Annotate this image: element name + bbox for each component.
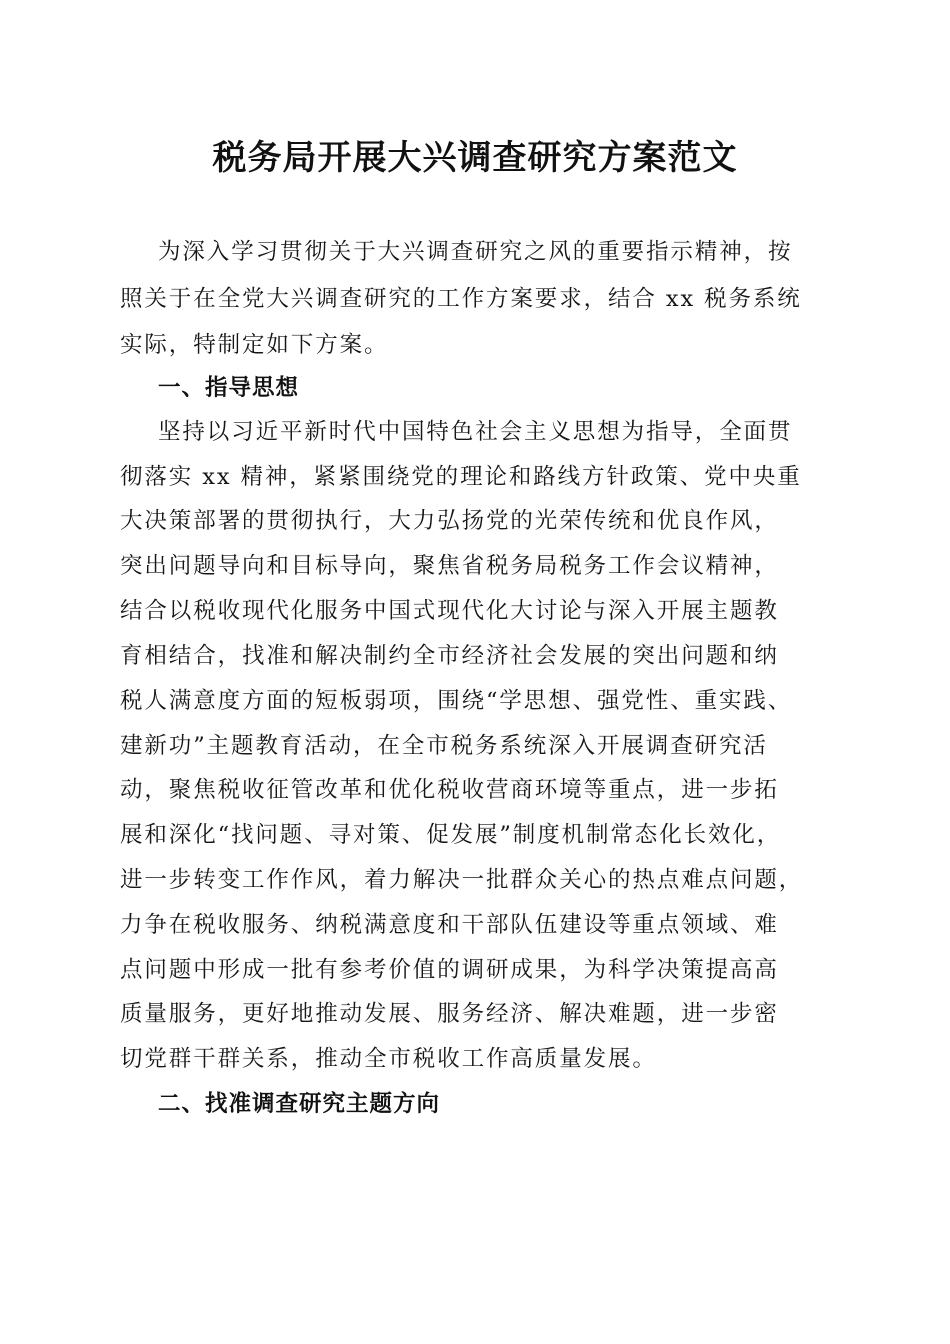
document-title: 税务局开展大兴调查研究方案范文 bbox=[212, 138, 738, 178]
section-1-line: 育相结合，找准和解决制约全市经济社会发展的突出问题和纳 bbox=[120, 643, 779, 669]
section-1-line: 结合以税收现代化服务中国式现代化大讨论与深入开展主题教 bbox=[120, 598, 779, 624]
intro-line-1: 为深入学习贯彻关于大兴调查研究之风的重要指示精神，按 bbox=[158, 239, 793, 265]
intro-line-3: 实际，特制定如下方案。 bbox=[120, 332, 389, 358]
section-1-heading: 一、指导思想 bbox=[158, 375, 300, 401]
section-1-line: 质量服务，更好地推动发展、服务经济、解决难题，进一步密 bbox=[120, 1001, 779, 1027]
section-1-line: 点问题中形成一批有参考价值的调研成果，为科学决策提高高 bbox=[120, 957, 779, 983]
section-1-line: 动，聚焦税收征管改革和优化税收营商环境等重点，进一步拓 bbox=[120, 777, 779, 803]
intro-line-2: 照关于在全党大兴调查研究的工作方案要求，结合 xx 税务系统 bbox=[120, 286, 802, 312]
section-1-line: 坚持以习近平新时代中国特色社会主义思想为指导，全面贯 bbox=[158, 419, 793, 445]
section-1-line: 税人满意度方面的短板弱项，围绕“学思想、强党性、重实践、 bbox=[120, 688, 793, 714]
section-1-line: 进一步转变工作作风，着力解决一批群众关心的热点难点问题， bbox=[120, 867, 804, 893]
section-2-heading: 二、找准调查研究主题方向 bbox=[158, 1091, 441, 1117]
section-1-line: 建新功”主题教育活动，在全市税务系统深入开展调查研究活 bbox=[120, 733, 768, 759]
section-1-line: 突出问题导向和目标导向，聚焦省税务局税务工作会议精神， bbox=[120, 553, 779, 579]
section-1-line: 展和深化“找问题、寻对策、促发展”制度机制常态化长效化， bbox=[120, 822, 782, 848]
section-1-line: 切党群干群关系，推动全市税收工作高质量发展。 bbox=[120, 1046, 657, 1072]
section-1-line: 大决策部署的贯彻执行，大力弘扬党的光荣传统和优良作风， bbox=[120, 508, 779, 534]
section-1-line: 力争在税收服务、纳税满意度和干部队伍建设等重点领域、难 bbox=[120, 912, 779, 938]
section-1-line: 彻落实 xx 精神，紧紧围绕党的理论和路线方针政策、党中央重 bbox=[120, 464, 802, 490]
